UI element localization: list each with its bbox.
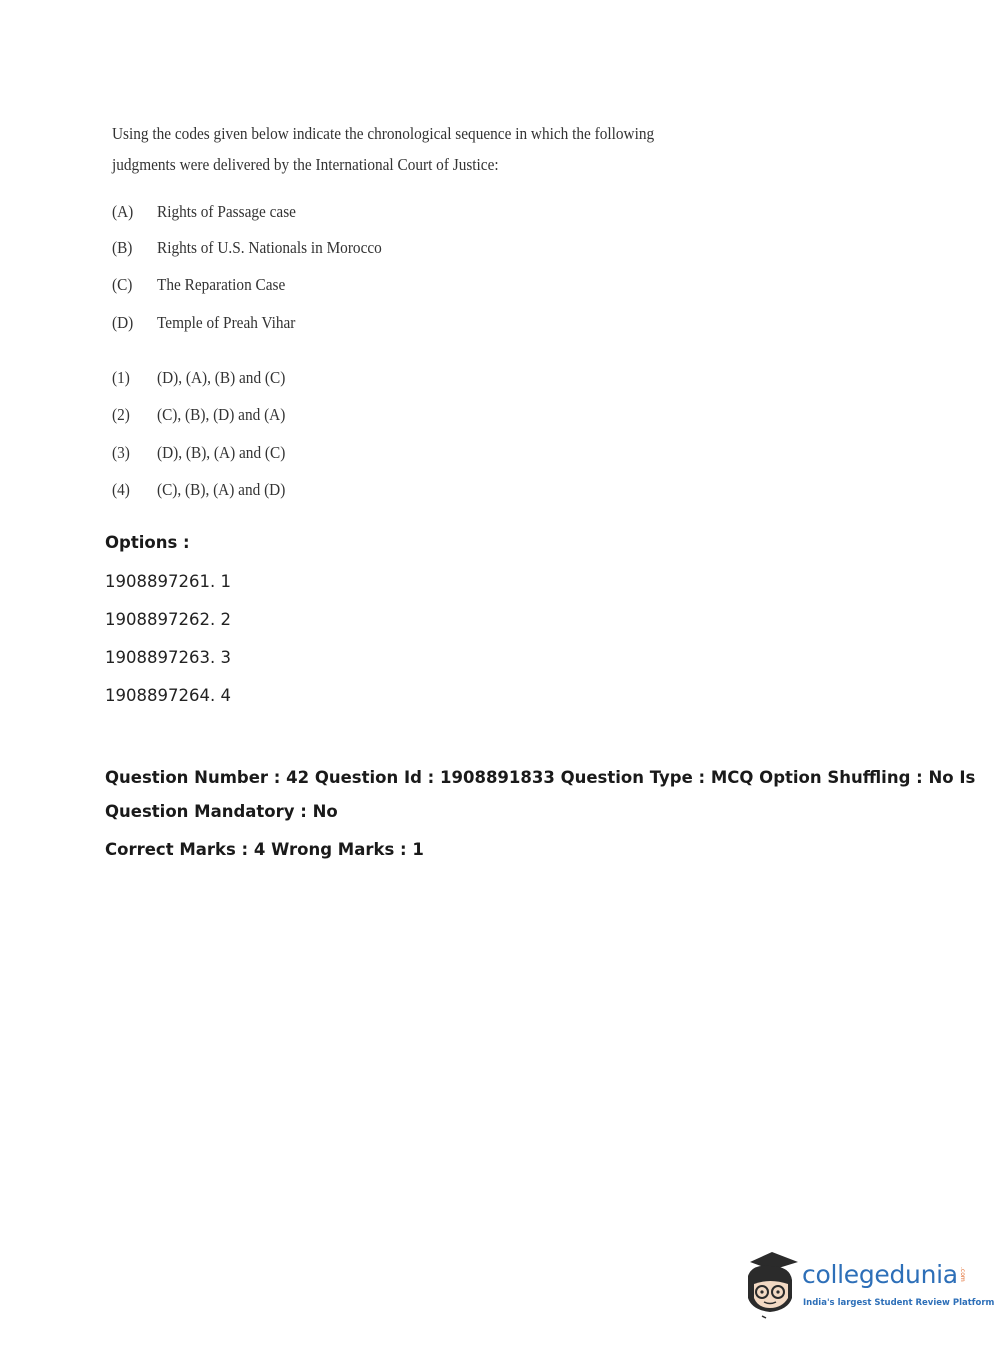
option-item: 1908897264. 4 [105,686,231,705]
code-4 [112,480,285,500]
logo-dotcom: .com [959,1267,966,1282]
code-text: (C), (B), (D) and (A) [157,405,286,424]
logo-tagline: India's largest Student Review Platform [803,1298,995,1308]
item-c [112,275,285,295]
item-text: Rights of U.S. Nationals in Morocco [157,238,382,257]
code-label: (3) [112,443,130,462]
code-label: (1) [112,368,130,387]
code-1 [112,368,285,388]
question-image [112,118,655,499]
item-d [112,313,295,333]
item-text: The Reparation Case [157,275,286,294]
options-heading: Options : [105,533,190,552]
option-item: 1908897261. 1 [105,572,231,591]
item-text: Temple of Preah Vihar [157,313,296,332]
question-meta-line2: Question Mandatory : No [105,802,338,821]
item-label: (A) [112,202,134,221]
mascot-icon [742,1250,804,1320]
code-label: (4) [112,480,130,499]
question-stem: Using the codes given below indicate the chronological sequence in which the following judgments were delivered by the International Court of Justice: [112,124,655,174]
logo-brand: collegedunia [802,1260,958,1289]
code-text: (D), (A), (B) and (C) [157,368,286,387]
code-3 [112,443,285,463]
code-2 [112,405,285,425]
question-meta-line1: Question Number : 42 Question Id : 1908891833 Question Type : MCQ Option Shuffling : No Is [105,768,976,787]
item-a [112,202,296,222]
code-text: (D), (B), (A) and (C) [157,443,286,462]
code-label: (2) [112,405,130,424]
item-label: (D) [112,313,134,332]
question-marks: Correct Marks : 4 Wrong Marks : 1 [105,840,424,859]
item-b [112,238,382,258]
item-label: (C) [112,275,133,294]
option-item: 1908897263. 3 [105,648,231,667]
option-item: 1908897262. 2 [105,610,231,629]
item-label: (B) [112,238,133,257]
code-text: (C), (B), (A) and (D) [157,480,286,499]
item-text: Rights of Passage case [157,202,296,221]
collegedunia-logo [742,1250,995,1320]
